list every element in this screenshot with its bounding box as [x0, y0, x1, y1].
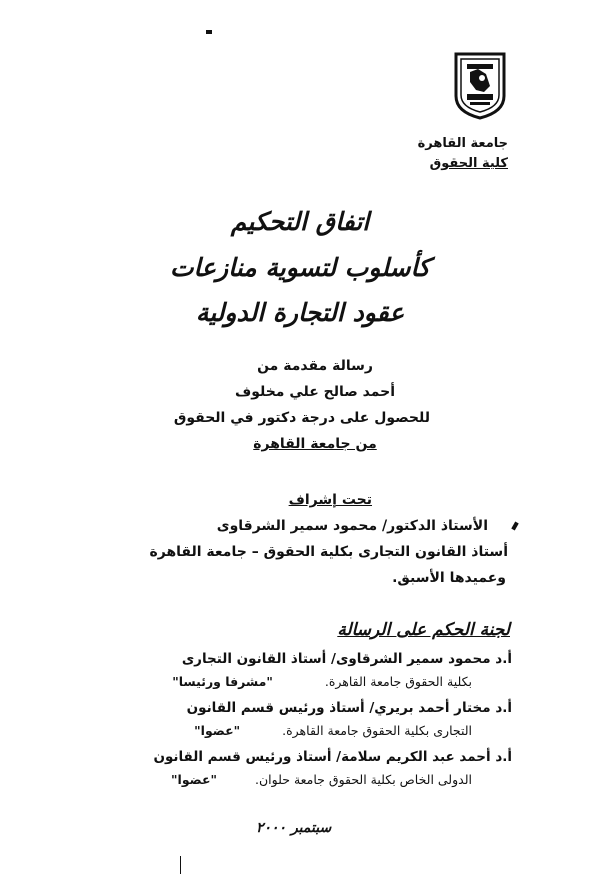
faculty-name: كلية الحقوق: [429, 156, 508, 171]
thesis-title-line-1: اتفاق التحكيم: [230, 207, 370, 236]
supervisor-position: أستاذ القانون التجارى بكلية الحقوق – جامعة القاهرة: [149, 544, 508, 560]
degree-purpose: للحصول على درجة دكتور في الحقوق: [173, 410, 430, 426]
university-emblem-icon: [452, 52, 508, 120]
supervision-heading: تحت إشراف: [288, 492, 372, 508]
scan-speck: [206, 30, 212, 34]
university-name: جامعة القاهرة: [417, 136, 508, 151]
member-role: "عضوا": [171, 772, 218, 787]
thesis-title-line-2: كأسلوب لتسوية منازعات: [169, 253, 431, 282]
committee-member-line: أ.د أحمد عبد الكريم سلامة/ أستاذ ورئيس قسم القانون: [153, 749, 512, 765]
submission-intro: رسالة مقدمة من: [257, 358, 373, 374]
member-role: "مشرفا ورئيسا": [172, 674, 273, 689]
committee-member-line: أ.د مختار أحمد بريري/ أستاذ ورئيس قسم القانون: [186, 700, 512, 716]
affiliation-text: التجارى بكلية الحقوق جامعة القاهرة.: [282, 723, 472, 738]
affiliation-text: بكلية الحقوق جامعة القاهرة.: [324, 674, 472, 689]
scan-speck: [511, 522, 518, 531]
thesis-title-line-3: عقود التجارة الدولية: [195, 298, 405, 327]
affiliation-text: الدولى الخاص بكلية الحقوق جامعة حلوان.: [255, 772, 472, 787]
member-role: "عضوا": [194, 723, 241, 738]
supervisor-name: الأستاذ الدكتور/ محمود سمير الشرقاوى: [216, 518, 488, 534]
committee-heading: لجنة الحكم على الرسالة: [337, 620, 510, 640]
committee-member-affiliation: [194, 723, 472, 738]
committee-member-affiliation: [171, 772, 472, 787]
committee-member-line: أ.د محمود سمير الشرقاوى/ أستاذ القانون التجارى: [181, 651, 512, 667]
scan-speck: [180, 856, 181, 874]
author-name: أحمد صالح علي مخلوف: [234, 384, 396, 400]
institution-line: من جامعة القاهرة: [253, 436, 377, 452]
supervisor-former-role: وعميدها الأسبق.: [392, 570, 506, 586]
committee-member-affiliation: [172, 674, 472, 689]
submission-date: سبتمبر ٢٠٠٠: [256, 820, 332, 836]
